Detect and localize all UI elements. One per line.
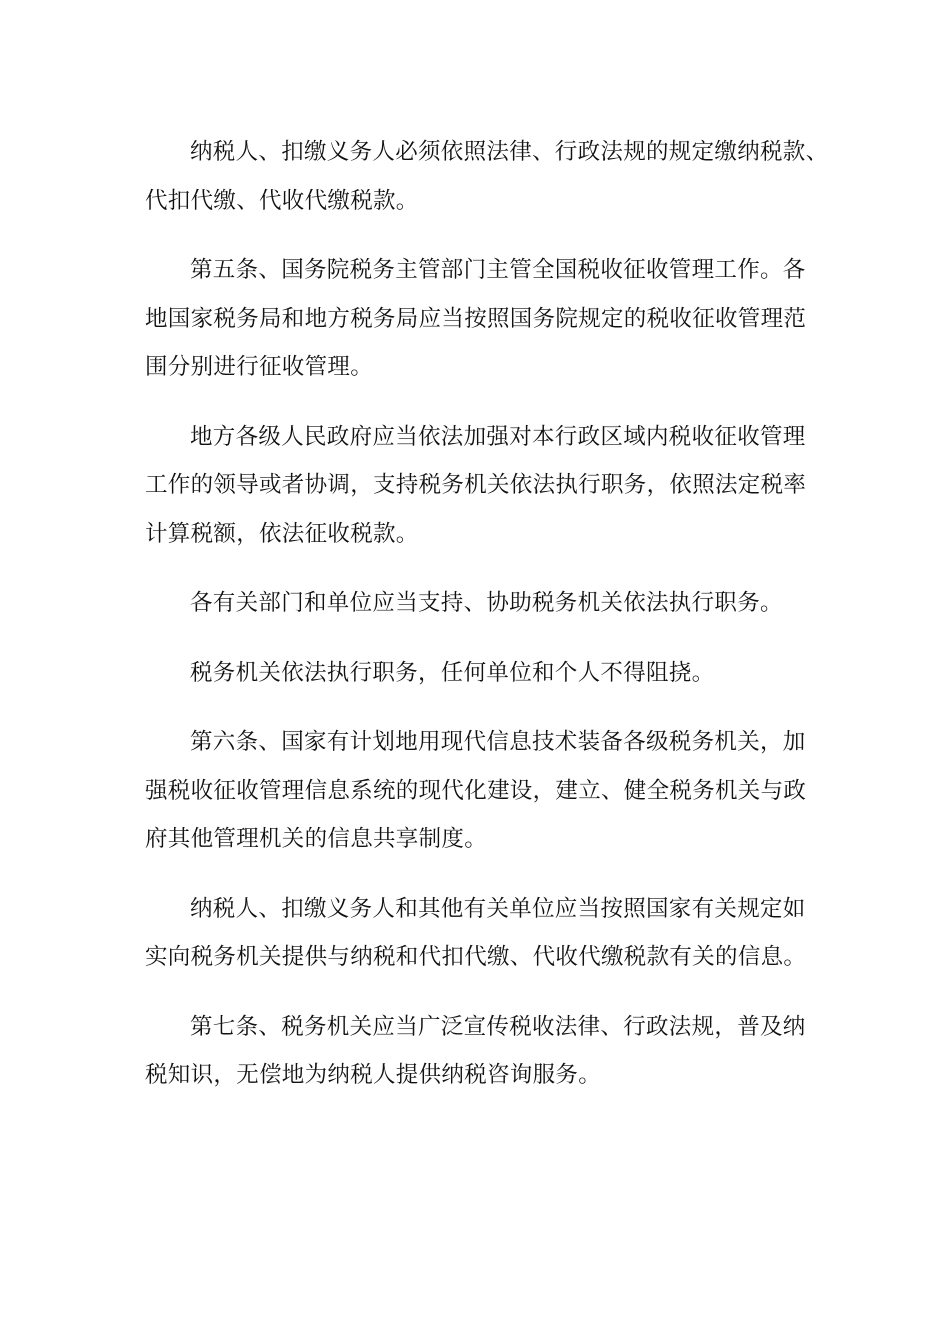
paragraph-article-7 [145, 1003, 805, 1100]
text-line: 工作的领导或者协调，支持税务机关依法执行职务，依照法定税率 [145, 472, 807, 498]
text-line: 税务机关依法执行职务，任何单位和个人不得阻挠。 [190, 659, 715, 686]
paragraph-article-6 [145, 718, 805, 864]
document-page [145, 128, 829, 1121]
text-line: 第五条、国务院税务主管部门主管全国税收征收管理工作。各 [190, 257, 806, 283]
text-line: 围分别进行征收管理。 [145, 354, 374, 380]
text-line: 纳税人、扣缴义务人和其他有关单位应当按照国家有关规定如 [190, 895, 806, 922]
text-line: 第六条、国家有计划地用现代信息技术装备各级税务机关，加 [190, 729, 806, 755]
paragraph-departments-support [145, 579, 805, 628]
paragraph-taxpayer-obligation [145, 128, 829, 225]
text-line: 各有关部门和单位应当支持、协助税务机关依法执行职务。 [190, 590, 783, 616]
paragraph-no-obstruction [145, 649, 805, 698]
text-line: 税知识，无偿地为纳税人提供纳税咨询服务。 [145, 1062, 602, 1088]
text-line: 实向税务机关提供与纳税和代扣代缴、代收代缴税款有关的信息。 [145, 944, 807, 970]
paragraph-information-sharing [145, 885, 805, 982]
paragraph-article-5 [145, 246, 805, 392]
text-line: 纳税人、扣缴义务人必须依照法律、行政法规的规定缴纳税款、 [190, 139, 829, 165]
text-line: 代扣代缴、代收代缴税款。 [145, 187, 419, 214]
text-line: 强税收征收管理信息系统的现代化建设，建立、健全税务机关与政 [145, 777, 807, 804]
text-line: 府其他管理机关的信息共享制度。 [145, 826, 488, 852]
text-line: 计算税额，依法征收税款。 [145, 520, 419, 547]
text-line: 地方各级人民政府应当依法加强对本行政区域内税收征收管理 [190, 423, 806, 450]
text-line: 地国家税务局和地方税务局应当按照国务院规定的税收征收管理范 [145, 305, 807, 332]
text-line: 第七条、税务机关应当广泛宣传税收法律、行政法规，普及纳 [190, 1013, 806, 1040]
paragraph-local-government [145, 413, 805, 559]
